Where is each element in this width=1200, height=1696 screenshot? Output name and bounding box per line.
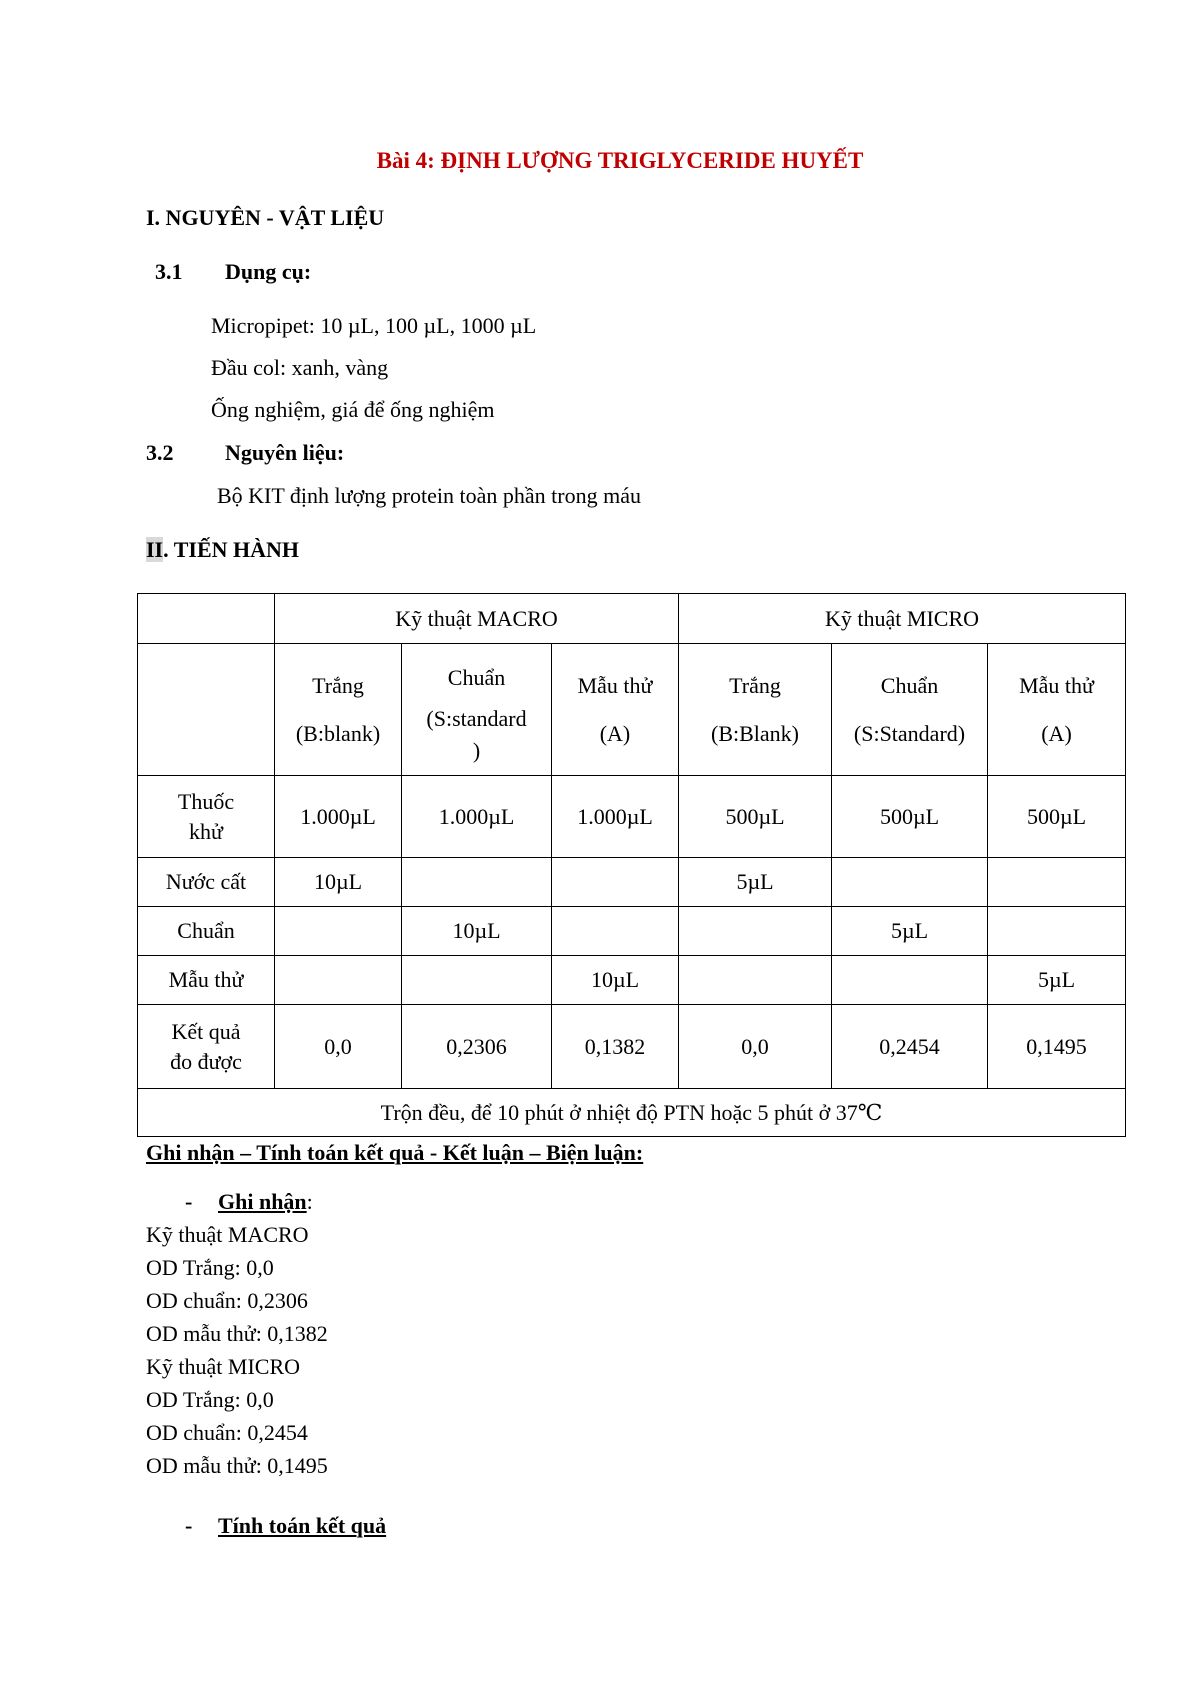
table-footer-row [138,1089,1126,1137]
result-line: OD mẫu thử: 0,1382 [146,1321,328,1346]
table-cell [988,858,1126,907]
subsection-label-materials: Nguyên liệu: [225,440,345,465]
row-label-line: đo được [170,1048,242,1074]
group-header-micro: Kỹ thuật MICRO [679,594,1126,644]
section-heading-procedure [146,537,299,563]
subsection-label-tools: Dụng cụ: [225,259,312,284]
column-header [832,644,988,776]
row-label [138,1005,275,1089]
result-line: OD chuẩn: 0,2306 [146,1288,308,1313]
table-column-header-row [138,644,1126,776]
row-label: Nước cất [138,858,275,907]
table-row [138,1005,1126,1089]
table-cell: 5µL [679,858,832,907]
table-row [138,956,1126,1005]
table-cell [832,858,988,907]
table-cell: 0,0 [679,1005,832,1089]
bullet-dash: - [185,1513,193,1538]
bullet-label-calculation: Tính toán kết quả [218,1513,387,1538]
table-cell: 0,1495 [988,1005,1126,1089]
column-header-line: (A) [599,720,631,746]
row-label [138,776,275,858]
section-heading-roman: II [146,537,164,562]
result-line: OD Trắng: 0,0 [146,1387,274,1412]
column-header-line: (S:Standard) [853,720,966,746]
table-cell [552,858,679,907]
subsection-number-materials: 3.2 [146,440,174,465]
procedure-table [137,593,1126,1137]
row-label: Chuẩn [138,907,275,956]
material-item: Bộ KIT định lượng protein toàn phần trong máu [217,483,641,508]
result-line: OD chuẩn: 0,2454 [146,1420,308,1445]
table-cell [679,956,832,1005]
table-cell: 5µL [832,907,988,956]
row-label-line: khử [189,818,223,844]
column-header-line: Mẫu thử [577,672,653,698]
table-cell: 0,1382 [552,1005,679,1089]
column-header-line: (A) [1041,720,1072,746]
table-cell [679,907,832,956]
table-cell [275,956,402,1005]
document-title: Bài 4: ĐỊNH LƯỢNG TRIGLYCERIDE HUYẾT [376,148,864,173]
table-cell: 1.000µL [552,776,679,858]
table-cell: 1.000µL [402,776,552,858]
table-row [138,907,1126,956]
section-heading-materials: I. NGUYÊN - VẬT LIỆU [146,205,385,230]
column-header [679,644,832,776]
table-cell: 500µL [832,776,988,858]
table-cell [402,956,552,1005]
table-cell [988,907,1126,956]
bullet-colon: : [306,1189,313,1214]
column-header-line: (B:blank) [295,720,381,746]
column-header [988,644,1126,776]
column-header [402,644,552,776]
group-header-macro: Kỹ thuật MACRO [275,594,679,644]
table-row [138,858,1126,907]
table-cell [832,956,988,1005]
bullet-label-observations: Ghi nhận [218,1189,307,1214]
table-corner-cell [138,594,275,644]
results-heading: Ghi nhận – Tính toán kết quả - Kết luận – Biện luận: [146,1140,644,1165]
column-header-line: (B:Blank) [711,720,799,746]
bullet-dash: - [185,1189,193,1214]
column-header-line: Chuẩn [447,664,506,690]
table-cell: 10µL [552,956,679,1005]
table-cell: 10µL [275,858,402,907]
column-header-line: ) [472,737,481,763]
column-header-line: Trắng [729,672,781,698]
table-footer-note: Trộn đều, để 10 phút ở nhiệt độ PTN hoặc 5 phút ở 37℃ [138,1089,1126,1137]
result-line: Kỹ thuật MICRO [146,1354,300,1379]
column-header-line: Mẫu thử [1019,672,1094,698]
table-cell: 1.000µL [275,776,402,858]
table-cell [402,858,552,907]
subsection-number-tools: 3.1 [155,259,183,284]
table-cell: 5µL [988,956,1126,1005]
tool-item: Đầu col: xanh, vàng [211,355,389,380]
row-label-line: Kết quả [171,1018,241,1044]
table-cell: 500µL [679,776,832,858]
column-header [552,644,679,776]
table-cell [275,907,402,956]
row-label: Mẫu thử [138,956,275,1005]
table-cell: 0,2454 [832,1005,988,1089]
table-cell: 0,2306 [402,1005,552,1089]
result-line: Kỹ thuật MACRO [146,1222,309,1247]
table-group-header-row [138,594,1126,644]
column-header-line: (S:standard [426,705,527,731]
tool-item: Micropipet: 10 µL, 100 µL, 1000 µL [211,313,537,338]
table-cell: 0,0 [275,1005,402,1089]
table-cell [552,907,679,956]
column-header-line: Chuẩn [880,672,939,698]
section-heading-text: . TIẾN HÀNH [163,537,300,562]
column-header [275,644,402,776]
table-empty-header-cell [138,644,275,776]
result-line: OD Trắng: 0,0 [146,1255,274,1280]
table-cell: 500µL [988,776,1126,858]
table-row [138,776,1126,858]
tool-item: Ống nghiệm, giá để ống nghiệm [211,397,495,422]
row-label-line: Thuốc [177,788,235,814]
table-cell: 10µL [402,907,552,956]
column-header-line: Trắng [312,672,364,698]
result-line: OD mẫu thử: 0,1495 [146,1453,328,1478]
